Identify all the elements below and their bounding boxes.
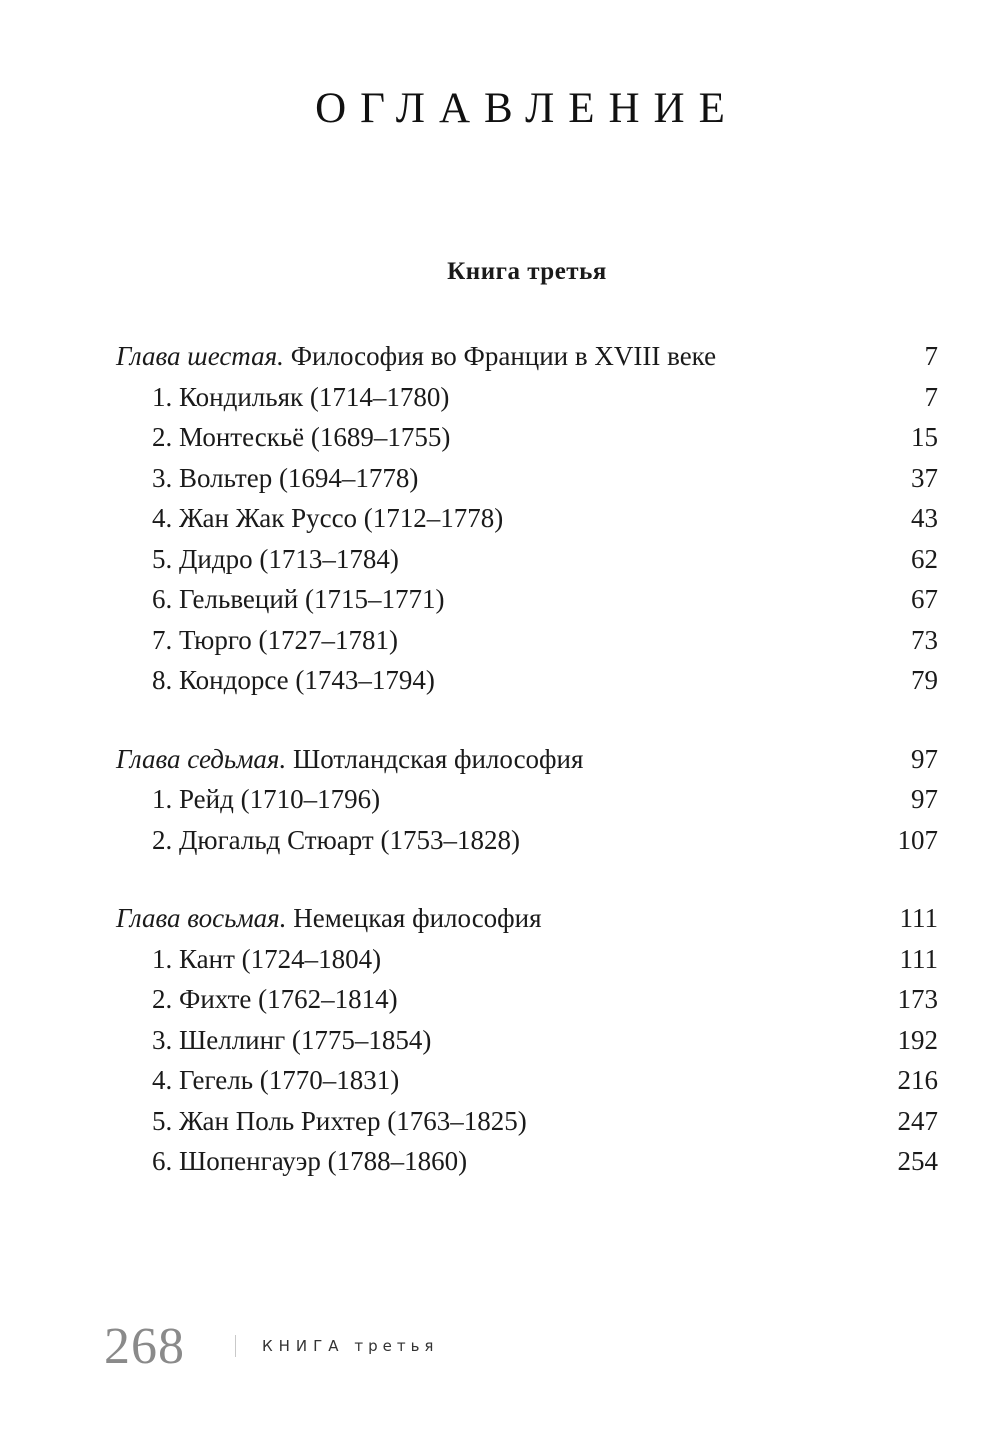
chapter-8 (116, 898, 938, 1182)
page-number: 79 (911, 665, 938, 695)
section-label: 2. Дюгальд Стюарт (1753–1828) (152, 824, 520, 855)
running-head (262, 1337, 438, 1355)
page-number: 67 (911, 584, 938, 614)
book-title: Книга третья (447, 258, 607, 285)
section-entry[interactable] (116, 779, 938, 820)
page-number: 254 (897, 1146, 938, 1176)
section-label: 4. Гегель (1770–1831) (152, 1065, 400, 1095)
page-number: 97 (911, 743, 938, 774)
chapter-label (116, 336, 716, 377)
page-number: 216 (897, 1065, 938, 1095)
section-entry[interactable] (116, 579, 938, 620)
section-label: 2. Монтескьё (1689–1755) (152, 422, 451, 452)
section-label: 7. Тюрго (1727–1781) (152, 624, 398, 655)
section-entry[interactable] (116, 620, 938, 661)
section-entry[interactable] (116, 377, 938, 418)
section-label: 5. Дидро (1713–1784) (152, 543, 399, 574)
chapter-title: Немецкая философия (293, 903, 542, 933)
chapter-prefix: Глава шестая. (116, 341, 284, 371)
page-title: ОГЛАВЛЕНИЕ (315, 85, 739, 132)
chapter-entry[interactable] (116, 739, 938, 780)
section-entry[interactable] (116, 417, 938, 458)
footer-divider (235, 1335, 236, 1357)
page-number: 43 (911, 503, 938, 533)
section-entry[interactable] (116, 1020, 938, 1061)
section-label: 1. Рейд (1710–1796) (152, 784, 381, 814)
section-entry[interactable] (116, 660, 938, 701)
page-number: 107 (897, 824, 938, 855)
section-label: 2. Фихте (1762–1814) (152, 984, 398, 1014)
section-label: 6. Шопенгауэр (1788–1860) (152, 1146, 468, 1176)
chapter-7 (116, 739, 938, 861)
chapter-6 (116, 336, 938, 701)
chapter-prefix: Глава седьмая. (116, 743, 287, 774)
section-label: 3. Шеллинг (1775–1854) (152, 1024, 432, 1055)
page-number: 111 (899, 943, 938, 974)
chapter-prefix: Глава восьмая. (116, 903, 287, 933)
section-entry[interactable] (116, 820, 938, 861)
table-of-contents (116, 336, 938, 1220)
section-label: 6. Гельвеций (1715–1771) (152, 584, 445, 614)
chapter-entry[interactable] (116, 898, 938, 939)
section-label: 3. Вольтер (1694–1778) (152, 462, 419, 493)
page-number: 97 (911, 784, 938, 814)
page-number: 15 (911, 422, 938, 452)
page-number: 73 (911, 624, 938, 655)
page-footer (104, 1316, 438, 1376)
section-entry[interactable] (116, 498, 938, 539)
page-number: 247 (897, 1105, 938, 1136)
page-number: 192 (897, 1024, 938, 1055)
section-entry[interactable] (116, 1101, 938, 1142)
section-label: 8. Кондорсе (1743–1794) (152, 665, 435, 695)
section-entry[interactable] (116, 939, 938, 980)
chapter-label (116, 739, 583, 780)
section-label: 1. Кант (1724–1804) (152, 943, 382, 974)
section-entry[interactable] (116, 458, 938, 499)
page-number: 62 (911, 543, 938, 574)
page-number: 111 (899, 903, 938, 933)
chapter-title: Шотландская философия (292, 743, 584, 774)
running-head-caps: КНИГА (262, 1337, 345, 1355)
running-head-rest: третья (354, 1337, 439, 1355)
page-number: 7 (924, 381, 938, 412)
section-label: 4. Жан Жак Руссо (1712–1778) (152, 503, 504, 533)
section-label: 5. Жан Поль Рихтер (1763–1825) (152, 1105, 527, 1136)
chapter-entry[interactable] (116, 336, 938, 377)
chapter-title: Философия во Франции в XVIII веке (290, 341, 717, 371)
section-label: 1. Кондильяк (1714–1780) (152, 381, 450, 412)
page-number: 7 (924, 341, 938, 371)
page-folio-number: 268 (104, 1317, 185, 1375)
chapter-label (116, 898, 542, 939)
section-entry[interactable] (116, 1060, 938, 1101)
section-entry[interactable] (116, 1141, 938, 1182)
page-number: 173 (897, 984, 938, 1014)
section-entry[interactable] (116, 979, 938, 1020)
page-number: 37 (911, 462, 938, 493)
section-entry[interactable] (116, 539, 938, 580)
